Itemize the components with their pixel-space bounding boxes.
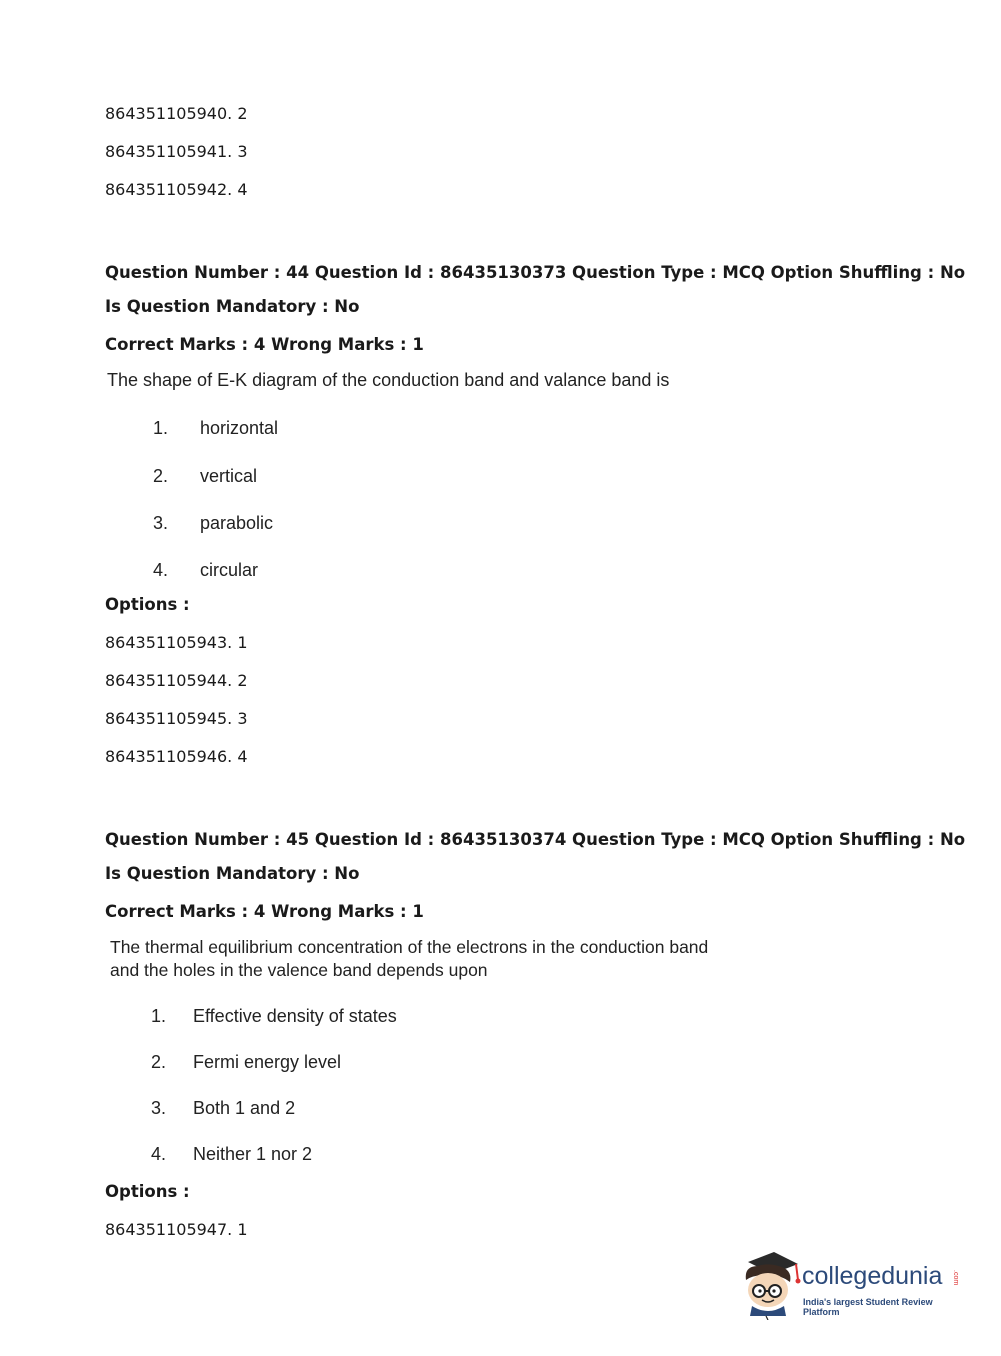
options-label: Options : xyxy=(105,1182,190,1201)
option-line: 864351105943. 1 xyxy=(105,633,248,652)
collegedunia-logo xyxy=(740,1250,970,1320)
choice-number: 1. xyxy=(153,418,169,438)
logo-suffix: .com xyxy=(952,1270,959,1286)
choice-text: Effective density of states xyxy=(193,1006,397,1026)
option-line: 864351105940. 2 xyxy=(105,104,248,123)
logo-wordmark: collegedunia xyxy=(802,1262,943,1290)
choice-number: 3. xyxy=(151,1098,167,1118)
question-text-line2: and the holes in the valence band depends upon xyxy=(110,960,488,980)
question-header: Question Number : 45 Question Id : 86435130374 Question Type : MCQ Option Shuffling : No xyxy=(105,830,966,849)
choice-text: parabolic xyxy=(200,513,274,533)
choice-text: Neither 1 nor 2 xyxy=(193,1144,313,1164)
question-mandatory: Is Question Mandatory : No xyxy=(105,297,360,316)
question-text-line1: The thermal equilibrium concentration of the electrons in the conduction band xyxy=(110,937,709,957)
logo-tagline: India's largest Student Review Platform xyxy=(803,1297,933,1317)
choice-text: horizontal xyxy=(200,418,279,438)
choice-text: vertical xyxy=(200,466,258,486)
option-line: 864351105941. 3 xyxy=(105,142,248,161)
question-marks: Correct Marks : 4 Wrong Marks : 1 xyxy=(105,335,424,354)
choice-text: Fermi energy level xyxy=(193,1052,342,1072)
choice-number: 2. xyxy=(153,466,169,486)
choice-number: 4. xyxy=(153,560,169,580)
option-line: 864351105942. 4 xyxy=(105,180,248,199)
choice-number: 1. xyxy=(151,1006,167,1026)
option-line: 864351105946. 4 xyxy=(105,747,248,766)
question-header: Question Number : 44 Question Id : 86435130373 Question Type : MCQ Option Shuffling : No xyxy=(105,263,966,282)
option-line: 864351105945. 3 xyxy=(105,709,248,728)
option-line: 864351105944. 2 xyxy=(105,671,248,690)
choice-text: Both 1 and 2 xyxy=(193,1098,296,1118)
choice-text: circular xyxy=(200,560,259,580)
choice-number: 3. xyxy=(153,513,169,533)
choice-number: 2. xyxy=(151,1052,167,1072)
question-text: The shape of E-K diagram of the conduction band and valance band is xyxy=(107,370,670,390)
options-label: Options : xyxy=(105,595,190,614)
option-line: 864351105947. 1 xyxy=(105,1220,248,1239)
mascot-icon xyxy=(740,1250,802,1320)
choice-number: 4. xyxy=(151,1144,167,1164)
question-mandatory: Is Question Mandatory : No xyxy=(105,864,360,883)
question-marks: Correct Marks : 4 Wrong Marks : 1 xyxy=(105,902,424,921)
